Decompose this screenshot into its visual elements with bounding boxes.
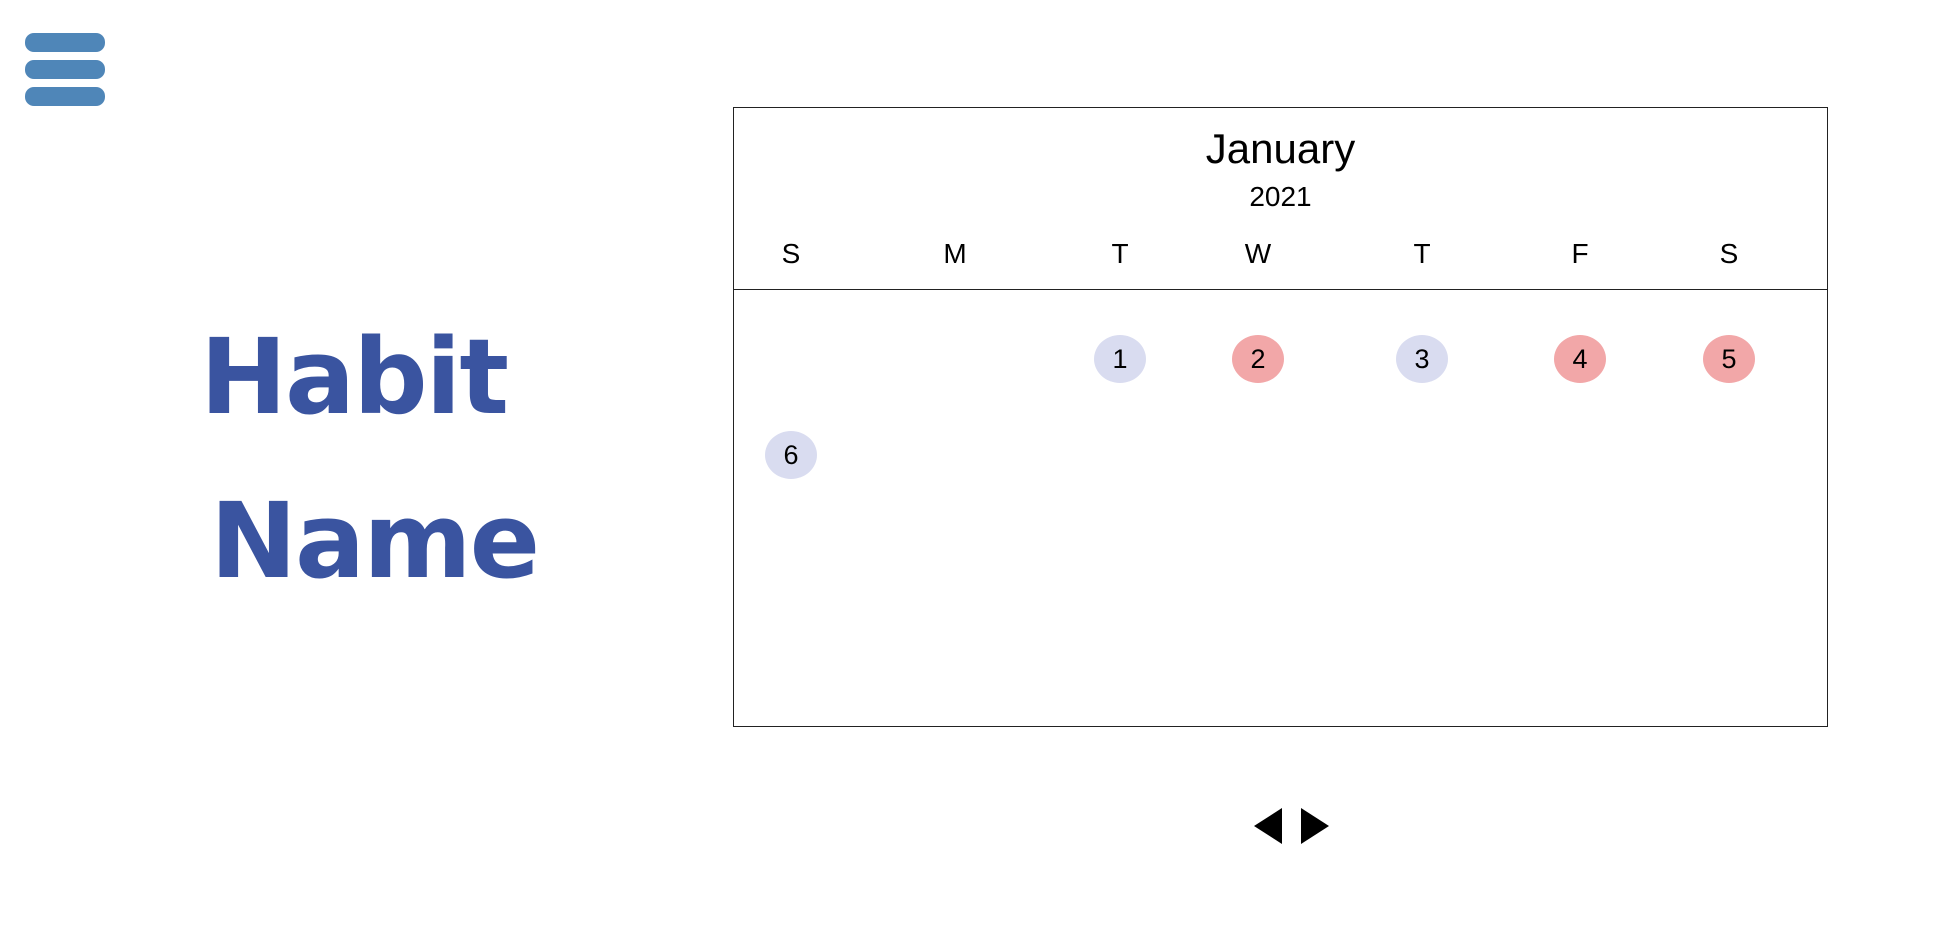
- hamburger-menu-icon-bar: [25, 87, 105, 106]
- weekday-label: T: [1111, 238, 1129, 269]
- habit-name-title: [150, 295, 550, 623]
- calendar-divider: [734, 289, 1827, 290]
- weekday-label: T: [1413, 238, 1431, 269]
- calendar-day-2[interactable]: 2: [1232, 335, 1284, 383]
- weekday-label: S: [1719, 238, 1739, 269]
- weekday-label: M: [943, 238, 967, 269]
- calendar-day-1[interactable]: 1: [1094, 335, 1146, 383]
- calendar-day-5[interactable]: 5: [1703, 335, 1755, 383]
- hamburger-menu-icon-bar: [25, 60, 105, 79]
- hamburger-menu-icon: [25, 33, 105, 52]
- calendar-year: 2021: [1249, 181, 1312, 212]
- calendar-day-6[interactable]: 6: [765, 431, 817, 479]
- hamburger-menu-button[interactable]: [22, 30, 108, 110]
- calendar-day-4[interactable]: 4: [1554, 335, 1606, 383]
- weekday-label: S: [781, 238, 801, 269]
- habit-name-line1: Habit: [200, 316, 508, 438]
- weekday-label: F: [1571, 238, 1589, 269]
- habit-name-line2: Name: [210, 480, 539, 602]
- weekday-label: W: [1244, 238, 1272, 269]
- previous-month-button[interactable]: [1254, 808, 1282, 844]
- next-month-button[interactable]: [1301, 808, 1329, 844]
- calendar: [733, 107, 1828, 727]
- calendar-day-3[interactable]: 3: [1396, 335, 1448, 383]
- calendar-month: January: [1205, 125, 1356, 172]
